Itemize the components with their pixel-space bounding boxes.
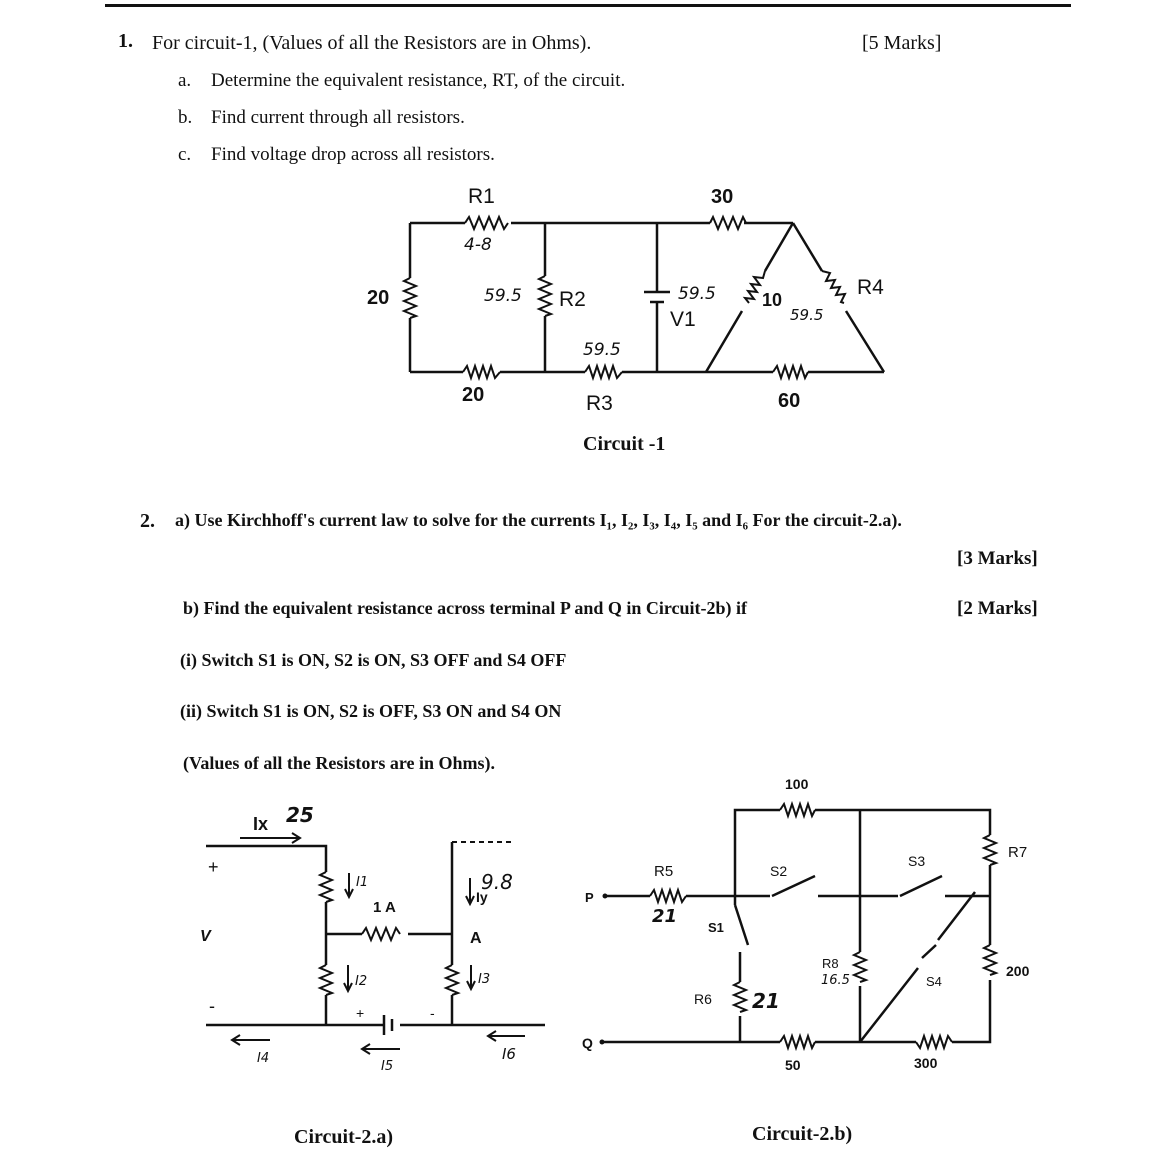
c2a-battery bbox=[384, 1015, 392, 1035]
c2b-s1-label: S1 bbox=[708, 920, 724, 935]
c1-v1-label: V1 bbox=[670, 308, 696, 331]
c2b-r5-value: 21 bbox=[652, 906, 678, 927]
c2a-iy-value: 9.8 bbox=[481, 870, 513, 894]
c1-r60-label: 60 bbox=[778, 390, 801, 412]
c1-r4-value: 59.5 bbox=[790, 306, 824, 324]
c2b-p-label: P bbox=[585, 890, 594, 905]
c2a-caption: Circuit-2.a) bbox=[294, 1126, 394, 1148]
c2a-iy-label: Iy bbox=[476, 889, 488, 905]
c2b-r100-resistor bbox=[780, 804, 815, 816]
c1-caption: Circuit -1 bbox=[583, 433, 666, 455]
c2b-s4-switch bbox=[860, 892, 975, 1042]
c2b-r200-resistor bbox=[984, 945, 996, 975]
c2a-i1-arrow bbox=[345, 873, 353, 897]
c2a-minus-label: - bbox=[209, 996, 215, 1016]
c2b-s3-label: S3 bbox=[908, 853, 926, 869]
c2b-r7-label: R7 bbox=[1008, 844, 1028, 861]
q1-text: For circuit-1, (Values of all the Resistors are in Ohms). bbox=[152, 32, 592, 54]
c1-r30-label: 30 bbox=[711, 186, 734, 208]
c2a-bat-minus-label: - bbox=[430, 1005, 435, 1021]
c2a-node-a-label: A bbox=[470, 930, 482, 947]
c2b-r8-resistor bbox=[854, 952, 866, 982]
q1-part-a-label: a. bbox=[178, 70, 192, 91]
c1-r10-label: 10 bbox=[762, 290, 783, 310]
c1-r2-value: 59.5 bbox=[484, 286, 522, 306]
c2a-plus-label: + bbox=[208, 857, 219, 877]
c2b-r8-value: 16.5 bbox=[821, 973, 850, 988]
q1-part-c-text: Find voltage drop across all resistors. bbox=[211, 144, 495, 165]
c2b-q-label: Q bbox=[582, 1035, 593, 1051]
c2a-i1-label: I1 bbox=[356, 875, 369, 890]
c2b-r6-value: 21 bbox=[752, 989, 780, 1013]
c2a-i5-label: I5 bbox=[381, 1059, 394, 1074]
q1-part-a-text: Determine the equivalent resistance, RT, of the circuit. bbox=[211, 70, 626, 91]
c2a-i5-arrow bbox=[362, 1044, 400, 1054]
c2a-r-right bbox=[446, 965, 458, 995]
c2b-r5-resistor bbox=[650, 890, 686, 902]
c2b-r50-resistor bbox=[780, 1036, 815, 1048]
c2a-r-left-top bbox=[320, 872, 332, 902]
q1-number: 1. bbox=[118, 30, 133, 52]
c2b-s2-switch bbox=[735, 876, 860, 896]
q2-b-text: b) Find the equivalent resistance across terminal P and Q in Circuit-2b) if bbox=[183, 598, 748, 618]
c1-r1-label: R1 bbox=[468, 185, 495, 208]
c2a-i2-label: I2 bbox=[355, 974, 368, 989]
c2a-i6-arrow bbox=[488, 1031, 525, 1041]
c2a-1a-label: 1 A bbox=[373, 899, 396, 916]
c1-r4-label: R4 bbox=[857, 276, 884, 299]
c2a-i4-label: I4 bbox=[257, 1051, 270, 1066]
c2b-s3-switch bbox=[860, 876, 990, 896]
q1-part-b-text: Find current through all resistors. bbox=[211, 107, 465, 128]
c2b-r300-resistor bbox=[916, 1036, 952, 1048]
c2b-s2-label: S2 bbox=[770, 863, 788, 879]
c2a-ix-value: 25 bbox=[286, 803, 314, 827]
q1-part-b-label: b. bbox=[178, 107, 193, 128]
c2b-caption: Circuit-2.b) bbox=[752, 1123, 853, 1145]
c1-v1-value: 59.5 bbox=[678, 284, 716, 304]
c2a-i3-label: I3 bbox=[478, 972, 491, 987]
q1-marks: [5 Marks] bbox=[862, 32, 942, 54]
c1-r20-left-label: 20 bbox=[367, 287, 390, 309]
c1-r20-bottom-label: 20 bbox=[462, 384, 485, 406]
c2a-ix-arrow bbox=[240, 833, 300, 843]
c2b-r7-resistor bbox=[984, 835, 996, 865]
c2a-ix-label: Ix bbox=[253, 814, 269, 834]
c2a-i3-arrow bbox=[467, 965, 475, 989]
c2b-r8-label: R8 bbox=[822, 956, 839, 971]
c2a-bat-plus-label: + bbox=[356, 1005, 365, 1021]
c2b-r300-label: 300 bbox=[914, 1055, 938, 1071]
c2a-r-1a bbox=[362, 928, 400, 940]
c2b-r6-resistor bbox=[734, 982, 746, 1012]
q2-case-1: (i) Switch S1 is ON, S2 is ON, S3 OFF and S4 OFF bbox=[180, 650, 567, 670]
q2-b-marks: [2 Marks] bbox=[957, 598, 1038, 619]
c2a-v-label: V bbox=[200, 928, 211, 945]
q2-a-marks: [3 Marks] bbox=[957, 548, 1038, 569]
c2b-r50-label: 50 bbox=[785, 1057, 801, 1073]
c1-r3-value: 59.5 bbox=[583, 340, 621, 360]
c2a-i6-label: I6 bbox=[502, 1045, 516, 1063]
c1-r2-label: R2 bbox=[559, 288, 586, 311]
c1-r3-label: R3 bbox=[586, 392, 613, 415]
c2a-r-left-bottom bbox=[320, 965, 332, 995]
q2-a-text: a) Use Kirchhoff's current law to solve for the currents I₁, I₂, I₃, I₄, I₅ and I₆ For the circuit-2.a). bbox=[175, 510, 902, 530]
c2a-i2-arrow bbox=[344, 965, 352, 991]
q1-part-c-label: c. bbox=[178, 144, 192, 165]
q2-case-2: (ii) Switch S1 is ON, S2 is OFF, S3 ON and S4 ON bbox=[180, 701, 562, 721]
c2a-iy-arrow bbox=[466, 878, 474, 904]
c2b-s1-switch bbox=[735, 896, 748, 1042]
c2b-r100-label: 100 bbox=[785, 776, 809, 792]
c2b-r6-label: R6 bbox=[694, 991, 712, 1007]
c2a-i4-arrow bbox=[232, 1035, 270, 1045]
q2-number: 2. bbox=[140, 510, 155, 532]
c2b-r5-label: R5 bbox=[654, 863, 674, 880]
c2b-r200-label: 200 bbox=[1006, 963, 1030, 979]
c2b-s4-label: S4 bbox=[926, 974, 942, 989]
c1-r1-value: 4-8 bbox=[464, 235, 492, 255]
c2a-top-wire bbox=[206, 846, 326, 872]
q2-note: (Values of all the Resistors are in Ohms). bbox=[183, 753, 495, 773]
